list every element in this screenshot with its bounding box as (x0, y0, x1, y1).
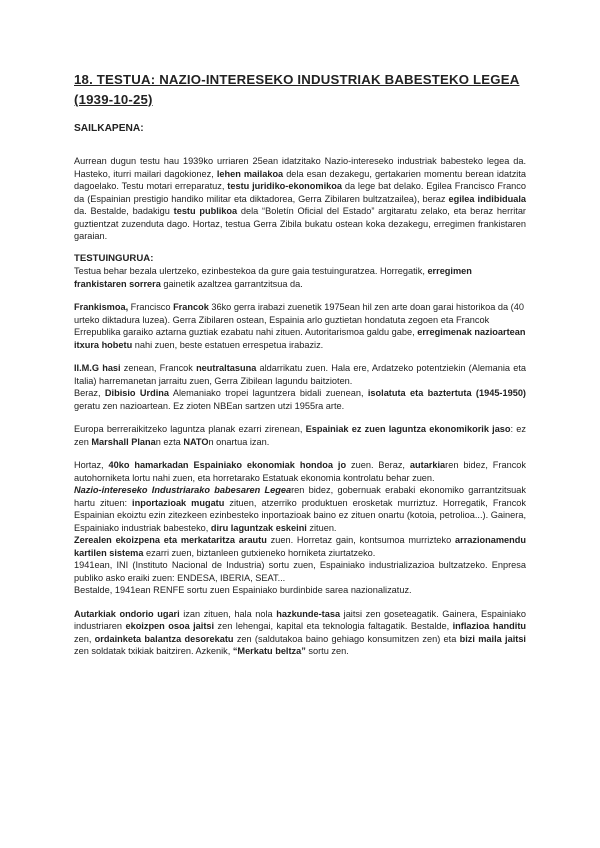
paragraph-testuingurua-intro: Testua behar bezala ulertzeko, ezinbestekoa da gure gaia testuinguratzea. Horregatik, erregimen frankistaren sorrera gainetik azaltzea garrantzitsua da. (74, 266, 472, 289)
paragraph-renfe: Bestalde, 1941ean RENFE sortu zuen Espainiako burdinbide sarea nazionalizatuz. (74, 585, 412, 595)
paragraph-zerealak: Zerealen ekoizpena eta merkataritza arautu zuen. Horretaz gain, kontsumoa murrizteko arrazionamendu kartilen sistema ezarri zuen, biztanleen gutxieneko horniketa ziurtatzeko. (74, 535, 526, 558)
paragraph-marshall: Europa berreraikitzeko laguntza planak ezarri zirenean, Espainiak ez zuen laguntza ekonomikorik jaso: ez zen Marshall Planan ezta NATOn onartua izan. (74, 424, 526, 447)
paragraph-sailkapena: Aurrean dugun testu hau 1939ko urriaren 25ean idatzitako Nazio-intereseko industriak babesteko legea da. Hasteko, iturri mailari dagokionez, lehen mailakoa dela esan dezakegu, gertakarien momentu berean idatzita dagoelako. Testu motari erreparatuz, testu juridiko-ekonomikoa da lege bat delako. Egilea Francisco Franco da (Espainian prestigio handiko militar eta diktadorea, Gerra Zibilaren bultzatzailea), beraz egilea indibiduala da. Bestalde, badakigu testu publikoa dela “Boletín Oficial del Estado” argitaratu zelako, eta beraz herritar guztientzat zuzenduta dago. Hortaz, testua Gerra Zibila bukatu ostean koka dezakegu, erregimen frankistaren garaian. (74, 156, 527, 241)
paragraph-legea: Nazio-intereseko Industriarako babesaren Legearen bidez, gobernuak erabaki ekonomiko garrantzitsuak hartu zituen: inportazioak mugatu zituen, atzerriko produktuen erosketak murriztuz. Horregatik, Francok Espainian ekoiztu ezin zitezkeen ezinbesteko inportazioak baino ez zituen onartu (kotoia, petrolioa...). Gainera, Espainiako industriak babesteko, diru laguntzak eskeini zituen. (74, 485, 527, 533)
paragraph-ini: 1941ean, INI (Instituto Nacional de Industria) sortu zuen, Espainiako industrializazioa bultzatzeko. Enpresa publiko asko eraiki zuen: ENDESA, IBERIA, SEAT... (74, 560, 526, 583)
paragraph-frankismoa: Frankismoa, Francisco Francok 36ko gerra irabazi zuenetik 1975ean hil zen arte doan garai historikoa da (40 urteko diktadura luzea). Gerra Zibilaren ostean, Espainia arlo guztietan hondatuta zegoen eta Francok Errepublika garaiko aztarna guztiak ezabatu nahi zituen. Autoritarismoa galdu gabe, erregimenak nazioartean itxura hobetu nahi zuen, beste estatuen errespetua irabaziz. (74, 302, 526, 350)
paragraph-iimg: II.M.G hasi zenean, Francok neutraltasuna aldarrikatu zuen. Hala ere, Ardatzeko potentziekin (Alemania eta Italia) harremanetan jarraitu zuen, Gerra Zibilean lagundu baitzioten. (74, 363, 526, 386)
section-heading-testuingurua: TESTUINGURUA: (74, 252, 154, 264)
paragraph-dibisio-urdina: Beraz, Dibisio Urdina Alemaniako tropei laguntzera bidali zuenean, isolatuta eta baztertuta (1945-1950) geratu zen nazioartean. Ez zioten NBEan sartzen utzi 1955ra arte. (74, 388, 526, 411)
document-title: 18. TESTUA: NAZIO-INTERESEKO INDUSTRIAK BABESTEKO LEGEA (1939-10-25) (74, 72, 520, 107)
paragraph-autarkia: Hortaz, 40ko hamarkadan Espainiako ekonomiak hondoa jo zuen. Beraz, autarkiaren bidez, Francok autohorniketa lortu nahi zuen, eta horretarako Estatuak ekonomia kontrolatu behar zuen. (74, 460, 526, 483)
paragraph-ondorioak: Autarkiak ondorio ugari izan zituen, hala nola hazkunde-tasa jaitsi zen goseteagatik. Gainera, Espainiako industriaren ekoizpen osoa jaitsi zen lehengai, kapital eta teknologia faltagatik. Bestalde, inflazioa handitu zen, ordainketa balantza desorekatu zen (saldutakoa baino gehiago konsumitzen zen) eta bizi maila jaitsi zen soldatak txikiak baitziren. Azkenik, “Merkatu beltza” sortu zen. (74, 608, 527, 656)
section-heading-sailkapena: SAILKAPENA: (74, 123, 144, 134)
